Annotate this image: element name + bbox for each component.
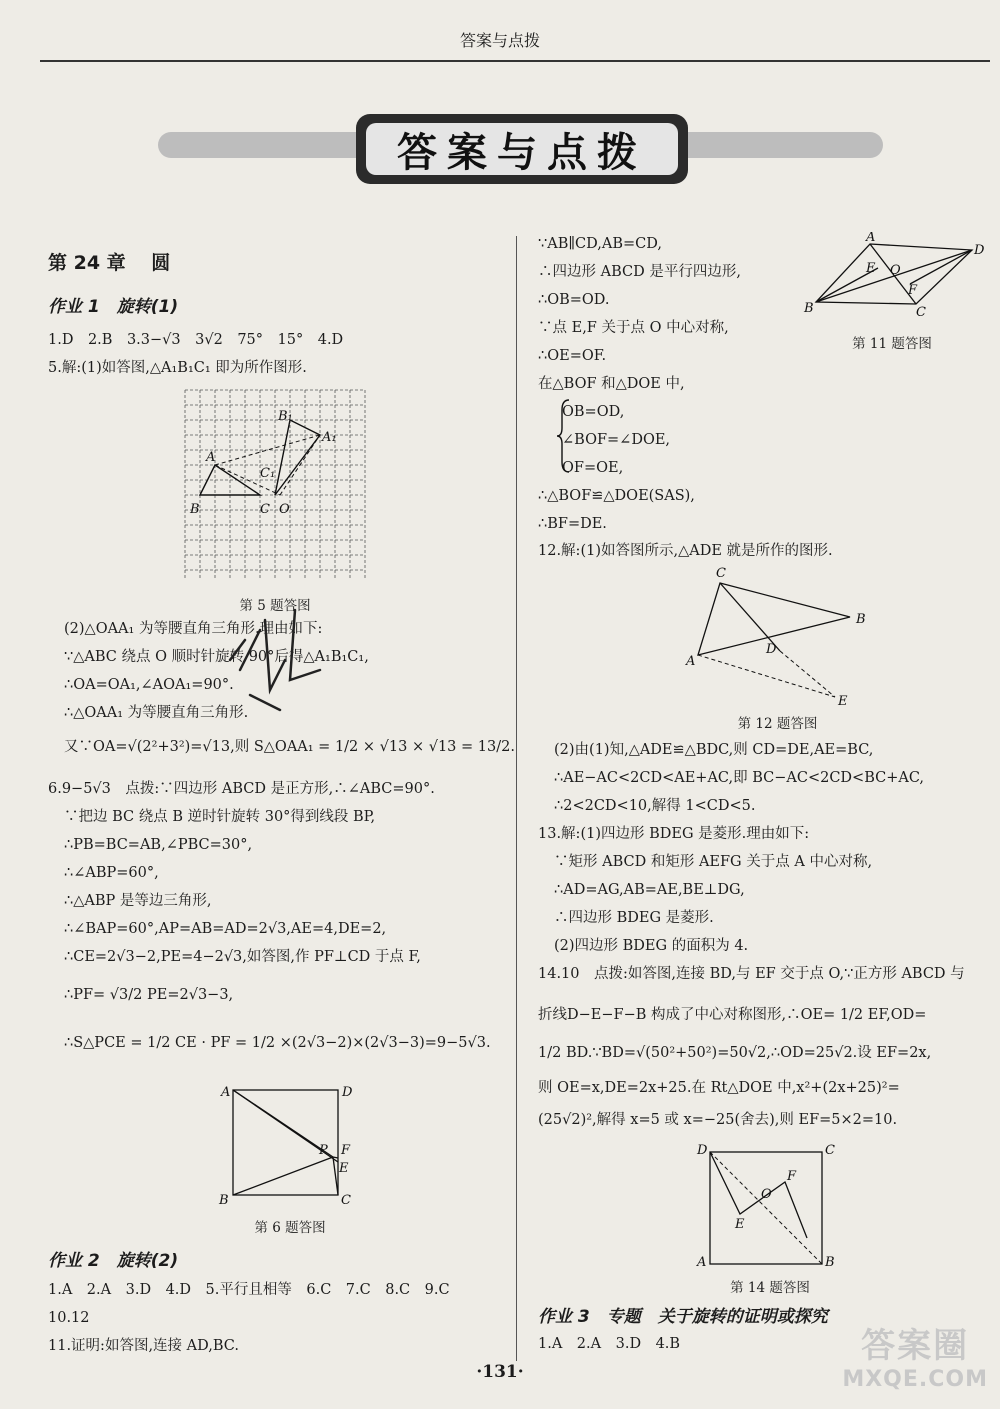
fig5-caption: 第 5 题答图 <box>239 598 311 614</box>
running-head: 答案与点拨 <box>459 31 540 50</box>
text-line: ∴AE−AC<2CD<AE+AC,即 BC−AC<2CD<BC+AC, <box>554 770 925 786</box>
fig6-label-C: C <box>341 1193 351 1208</box>
page-number: ·131· <box>476 1362 524 1382</box>
right-block-3 <box>554 736 924 820</box>
fig12-label-D: D <box>766 642 777 657</box>
right-block-4 <box>538 820 809 848</box>
text-line: ∵点 E,F 关于点 O 中心对称, <box>538 320 729 336</box>
text-line: (2)△OAA₁ 为等腰直角三角形.理由如下: <box>64 621 323 637</box>
watermark-line1: 答案圈 <box>861 1326 970 1366</box>
fig5-label-C1: C₁ <box>260 466 276 481</box>
header-rule <box>40 60 990 62</box>
figure-12 <box>680 565 875 710</box>
fig14-label-B: B <box>825 1255 835 1270</box>
right-block-7 <box>538 1330 680 1358</box>
text-line: 11.证明:如答图,连接 AD,BC. <box>48 1338 239 1354</box>
text-line: ∴△OAA₁ 为等腰直角三角形. <box>64 705 249 721</box>
text-line: (2)由(1)知,△ADE≌△BDC,则 CD=DE,AE=BC, <box>554 742 874 758</box>
fig11-label-D: D <box>974 243 985 258</box>
text-line: ∵把边 BC 绕点 B 逆时针旋转 30°得到线段 BP, <box>64 809 376 825</box>
column-divider <box>516 236 517 1361</box>
text-line: 则 OE=x,DE=2x+25.在 Rt△DOE 中,x²+(2x+25)²= <box>538 1080 900 1096</box>
text-line: ∴AD=AG,AB=AE,BE⊥DG, <box>554 882 745 898</box>
fig12-label-E: E <box>838 694 848 709</box>
fig14-label-A: A <box>697 1255 707 1270</box>
fig6-label-D: D <box>342 1085 353 1100</box>
text-line: ∴∠ABP=60°, <box>64 865 159 881</box>
hw3-title: 作业 3 专题 关于旋转的证明或探究 <box>538 1307 828 1327</box>
fig6-label-P: P <box>319 1143 328 1158</box>
text-line: ∴S△PCE = 1/2 CE · PF = 1/2 ×(2√3−2)×(2√3−3)=9−5√3. <box>64 1035 491 1051</box>
text-line: 14.10 点拨:如答图,连接 BD,与 EF 交于点 O,∵正方形 ABCD 与 <box>538 966 965 982</box>
left-block-5 <box>48 1276 450 1360</box>
fig11-label-C: C <box>916 305 926 320</box>
fig6-caption: 第 6 题答图 <box>254 1220 326 1236</box>
text-line: ∵AB∥CD,AB=CD, <box>538 236 662 252</box>
text-line: 13.解:(1)四边形 BDEG 是菱形.理由如下: <box>538 826 810 842</box>
fig12-label-B: B <box>856 612 866 627</box>
text-line: (25√2)²,解得 x=5 或 x=−25(舍去),则 EF=5×2=10. <box>538 1112 898 1128</box>
fig5-label-B: B <box>190 502 200 517</box>
left-block-3 <box>48 775 435 803</box>
text-line: 10.12 <box>48 1310 90 1326</box>
text-line: ∴△ABP 是等边三角形, <box>64 893 212 909</box>
fig11-label-O: O <box>890 263 901 278</box>
fig11-label-E: E <box>866 261 876 276</box>
right-block-5 <box>554 848 872 960</box>
fig11-label-B: B <box>804 301 814 316</box>
text-line: 1/2 BD.∵BD=√(50²+50²)=50√2,∴OD=25√2.设 EF=2x, <box>538 1045 932 1061</box>
fig11-label-A: A <box>866 232 876 245</box>
text-line: ∴OB=OD. <box>538 292 610 308</box>
text-line: 6.9−5√3 点拨:∵四边形 ABCD 是正方形,∴∠ABC=90°. <box>48 781 435 797</box>
fig5-label-A1: A₁ <box>322 430 337 445</box>
fig6-label-E: E <box>339 1161 349 1176</box>
text-line: 在△BOF 和△DOE 中, <box>538 376 685 392</box>
right-block-1 <box>538 230 741 538</box>
right-block-2 <box>538 537 833 565</box>
fig14-label-O: O <box>761 1187 772 1202</box>
fig6-label-F: F <box>341 1143 351 1158</box>
text-line: ∵△ABC 绕点 O 顺时针旋转 90°后得△A₁B₁C₁, <box>64 649 369 665</box>
fig12-caption: 第 12 题答图 <box>737 716 818 732</box>
fig12-label-C: C <box>716 566 726 581</box>
text-line: 1.D 2.B 3.3−√3 3√2 75° 15° 4.D <box>48 332 344 348</box>
text-line: ∴四边形 ABCD 是平行四边形, <box>538 264 741 280</box>
brace <box>556 398 572 474</box>
text-line: ∴OA=OA₁,∠AOA₁=90°. <box>64 677 234 693</box>
fig11-label-F: F <box>908 283 918 298</box>
watermark <box>842 1318 988 1392</box>
text-line: ∴OE=OF. <box>538 348 607 364</box>
fig5-label-B1: B₁ <box>278 409 293 424</box>
hw2-title: 作业 2 旋转(2) <box>48 1251 179 1271</box>
fig5-label-A: A <box>206 450 216 465</box>
text-line: ∴△BOF≌△DOE(SAS), <box>538 488 695 504</box>
figure-6 <box>215 1082 365 1212</box>
chapter-title: 第 24 章 圆 <box>48 252 171 274</box>
fig5-label-C: C <box>260 502 270 517</box>
text-line: 12.解:(1)如答图所示,△ADE 就是所作的图形. <box>538 543 833 559</box>
text-line: ∴BF=DE. <box>538 516 607 532</box>
fig11-caption: 第 11 题答图 <box>852 336 932 352</box>
text-line: ∴CE=2√3−2,PE=4−2√3,如答图,作 PF⊥CD 于点 F, <box>64 949 421 965</box>
left-block-4 <box>64 803 491 1067</box>
figure-14 <box>695 1140 840 1275</box>
banner-box <box>356 114 688 184</box>
banner-title: 答案与点拨 <box>397 129 647 176</box>
figure-5 <box>180 385 375 590</box>
fig14-label-E: E <box>735 1217 745 1232</box>
left-block-1 <box>48 326 343 382</box>
text-line: ∴2<2CD<10,解得 1<CD<5. <box>554 798 756 814</box>
text-line: OF=OE, <box>562 460 624 476</box>
text-line: ∴∠BAP=60°,AP=AB=AD=2√3,AE=4,DE=2, <box>64 921 387 937</box>
fig6-label-A: A <box>221 1085 231 1100</box>
fig14-label-F: F <box>787 1169 797 1184</box>
text-line: ∴四边形 BDEG 是菱形. <box>554 910 714 926</box>
watermark-line2: MXQE.COM <box>842 1367 988 1392</box>
text-line: ∴PB=BC=AB,∠PBC=30°, <box>64 837 253 853</box>
right-block-6 <box>538 960 965 1136</box>
text-line: (2)四边形 BDEG 的面积为 4. <box>554 938 749 954</box>
fig14-label-D: D <box>697 1143 708 1158</box>
banner-inner <box>366 123 678 175</box>
fig14-caption: 第 14 题答图 <box>730 1280 810 1296</box>
figure-11 <box>800 232 985 340</box>
fig12-label-A: A <box>686 654 696 669</box>
text-line: 又∵OA=√(2²+3²)=√13,则 S△OAA₁ = 1/2 × √13 × √13 = 13/2. <box>64 739 515 755</box>
fig14-label-C: C <box>825 1143 835 1158</box>
text-line: 5.解:(1)如答图,△A₁B₁C₁ 即为所作图形. <box>48 360 307 376</box>
text-line: 折线D−E−F−B 构成了中心对称图形,∴OE= 1/2 EF,OD= <box>538 1007 927 1023</box>
fig5-label-O: O <box>279 502 290 517</box>
text-line: OB=OD, <box>562 404 625 420</box>
fig6-label-B: B <box>219 1193 229 1208</box>
text-line: ∴PF= √3/2 PE=2√3−3, <box>64 987 234 1003</box>
text-line: 1.A 2.A 3.D 4.B <box>538 1336 681 1352</box>
handwriting-scribble <box>210 600 330 720</box>
hw1-title: 作业 1 旋转(1) <box>48 297 179 317</box>
text-line: 1.A 2.A 3.D 4.D 5.平行且相等 6.C 7.C 8.C 9.C <box>48 1282 450 1298</box>
text-line: ∠BOF=∠DOE, <box>562 432 671 448</box>
text-line: ∵矩形 ABCD 和矩形 AEFG 关于点 A 中心对称, <box>554 854 873 870</box>
